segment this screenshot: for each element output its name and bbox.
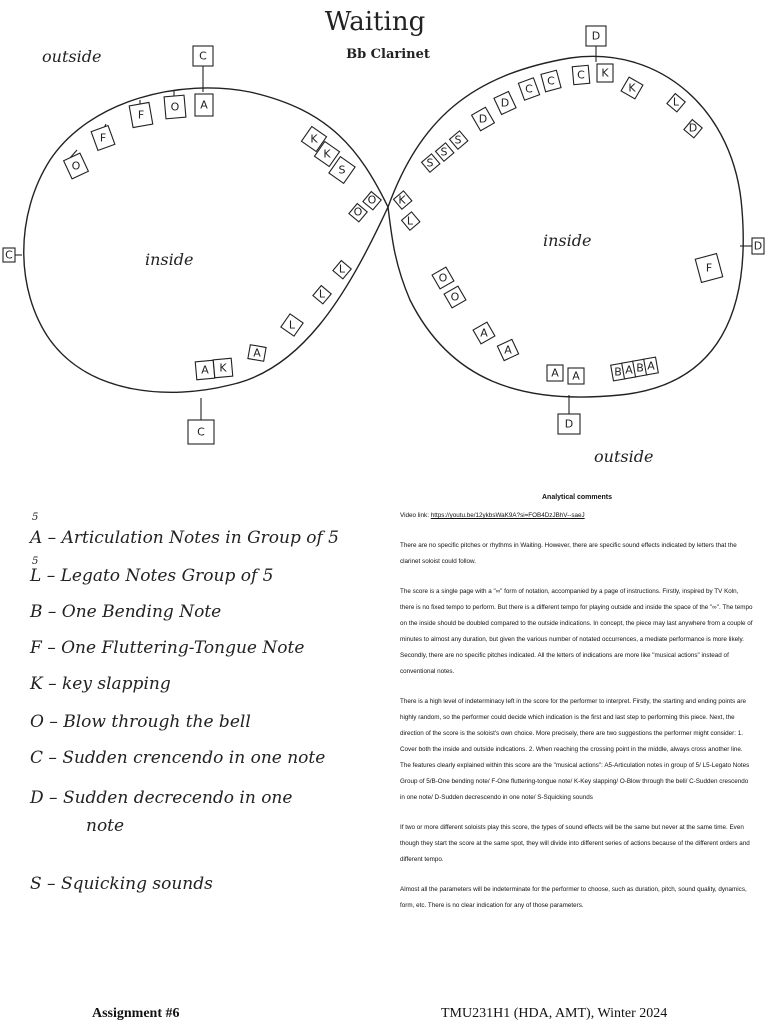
indication-box [473, 322, 495, 344]
inside-label-left: inside [145, 250, 194, 269]
svg-text:D: D [753, 239, 763, 253]
svg-text:A: A [572, 369, 580, 383]
left-loop [24, 88, 388, 392]
svg-text:L: L [672, 95, 680, 109]
indication-box [572, 65, 590, 84]
infinity-score [0, 0, 768, 480]
svg-text:K: K [323, 147, 331, 161]
indication-box [432, 267, 454, 289]
indication-box [621, 77, 643, 99]
svg-text:D: D [500, 96, 510, 110]
svg-text:O: O [170, 100, 180, 114]
indication-box [195, 94, 213, 116]
indication-box [129, 100, 153, 128]
indication-box [568, 368, 584, 384]
svg-text:D: D [478, 112, 488, 126]
comment-paragraph: There are no specific pitches or rhythms in Waiting. However, there are specific sound effects indicated by letters that the clarinet soloist could follow. [400, 542, 737, 565]
legend-item: F – One Fluttering-Tongue Note [30, 638, 305, 658]
indication-box [188, 398, 214, 444]
svg-text:C: C [525, 82, 533, 96]
svg-text:L: L [338, 262, 346, 276]
svg-text:K: K [310, 132, 318, 146]
video-link[interactable]: https://youtu.be/12ykbsWaK9A?si=FOB4DzJBhV--saeJ [430, 512, 585, 519]
comment-paragraph: The score is a single page with a "∞" form of notation, accompanied by a page of instructions. Firstly, inspired by TV Koln, there is no fixed tempo to perform. But there is a different tempo for playing outside and inside the space of the "∞". The tempo on the inside should be doubled compared to the outside indications. In concept, the piece may last anywhere from a couple of minutes to almost any duration, but given the various number of notated occurrences, a mediate performance is more likely. Secondly, there are no specific pitches indicated. All the letters of indications are more like "musical actions" instead of conventional notes. [400, 588, 753, 675]
indication-box [64, 150, 89, 179]
indication-box [213, 358, 233, 378]
svg-text:D: D [564, 417, 574, 431]
svg-text:D: D [688, 121, 698, 135]
indication-box [518, 78, 539, 100]
indication-box [644, 357, 659, 375]
video-link-label: Video link: [400, 512, 429, 519]
legend-item: O – Blow through the bell [30, 712, 251, 732]
legend-item: B – One Bending Note [30, 602, 222, 622]
svg-text:O: O [450, 290, 460, 304]
left-loop-indications [64, 90, 382, 380]
svg-text:A: A [200, 98, 208, 112]
legend-item: note [86, 816, 125, 836]
indication-box [363, 192, 381, 210]
outside-label-top: outside [42, 47, 102, 66]
video-link-line [400, 508, 754, 524]
svg-text:K: K [398, 193, 406, 207]
indication-box [558, 395, 580, 434]
indication-box [422, 154, 440, 172]
indication-box [695, 254, 722, 283]
legend-superscript: 5 [32, 512, 39, 523]
svg-text:L: L [288, 318, 296, 332]
indication-box [436, 143, 454, 161]
analytical-comments [400, 490, 754, 928]
svg-text:C: C [5, 248, 13, 262]
svg-text:O: O [353, 205, 363, 219]
legend-item: C – Sudden crencendo in one note [30, 748, 326, 768]
indication-box [667, 94, 685, 112]
svg-text:S: S [454, 133, 462, 147]
svg-text:O: O [71, 159, 81, 173]
indication-box [450, 131, 468, 149]
indication-box [547, 365, 563, 381]
indication-box [402, 212, 420, 230]
svg-text:K: K [219, 361, 227, 375]
comment-paragraph: There is a high level of indeterminacy left in the score for the performer to interpret. Firstly, the starting and ending points are highly random, so the performer could decide which indication is the first and last step to performing this piece. Next, the direction of the score is the soloist's own choice. More precisely, there are two suggestions the performer might consider: 1. Cover both the inside and outside indications. 2. When reaching the crossing point in the middle, always cross another line. The features clearly explained within this score are the "musical actions": A5-Articulation notes in group of 5/ L5-Legato Notes Group of 5/B-One bending note/ F-One fluttering-tongue note/ K-Key slapping/ O-Blow through the bell/ C-Sudden crescendo in one note/ D-Sudden decrescendo in one note/ S-Squicking sounds [400, 698, 750, 801]
indication-box [444, 286, 466, 308]
right-loop-indications [394, 64, 723, 384]
right-loop [388, 56, 743, 397]
svg-text:A: A [201, 363, 209, 377]
svg-text:F: F [99, 131, 107, 145]
indication-box [281, 314, 303, 336]
svg-text:S: S [338, 163, 346, 177]
indication-box [541, 70, 561, 92]
legend-item: K – key slapping [30, 674, 171, 694]
legend-item: D – Sudden decrecendo in one [30, 788, 293, 808]
svg-text:S: S [440, 145, 448, 159]
svg-text:B: B [636, 361, 644, 375]
comments-heading: Analytical comments [541, 494, 613, 501]
svg-text:O: O [438, 271, 448, 285]
svg-text:K: K [628, 81, 636, 95]
outside-label-bottom: outside [594, 447, 654, 466]
svg-text:L: L [318, 287, 326, 301]
svg-text:K: K [601, 66, 609, 80]
indication-box [494, 91, 516, 114]
legend-item: S – Squicking sounds [30, 874, 213, 894]
course-label: TMU231H1 (HDA, AMT), Winter 2024 [441, 1006, 668, 1021]
svg-text:A: A [253, 346, 261, 360]
comment-paragraph: If two or more different soloists play this score, the types of sound effects will be the same but never at the same time. Even though they start the score at the same spot, they will divide into different series of actions because of the different orders and different tempo. [400, 824, 750, 863]
instrument-label: Bb Clarinet [346, 47, 430, 62]
indication-box [497, 339, 518, 360]
svg-text:A: A [504, 343, 512, 357]
svg-text:B: B [614, 365, 622, 379]
indication-box [472, 107, 495, 131]
svg-text:A: A [480, 326, 488, 340]
indication-box [333, 261, 351, 279]
svg-text:A: A [647, 359, 655, 373]
svg-text:D: D [591, 29, 601, 43]
indication-box [248, 345, 266, 362]
indication-box [164, 90, 186, 119]
score-title: Waiting [324, 7, 426, 37]
svg-text:O: O [367, 193, 377, 207]
indication-box [684, 120, 702, 138]
indication-box [313, 286, 331, 304]
indication-box [91, 124, 115, 150]
svg-text:F: F [137, 108, 145, 122]
inside-label-right: inside [543, 231, 592, 250]
legend-item: L – Legato Notes Group of 5 [30, 566, 274, 586]
outside-indications [3, 26, 764, 444]
svg-text:A: A [551, 366, 559, 380]
svg-text:S: S [426, 156, 434, 170]
indication-box [394, 191, 412, 209]
indication-box [195, 360, 215, 380]
indication-box [597, 64, 613, 82]
svg-text:F: F [705, 261, 713, 275]
indication-box [193, 46, 213, 92]
svg-text:C: C [197, 425, 205, 439]
legend-superscript: 5 [32, 556, 39, 567]
svg-text:C: C [199, 49, 207, 63]
indication-box [3, 248, 22, 262]
comment-paragraph: Almost all the parameters will be indeterminate for the performer to choose, such as duration, pitch, sound quality, dynamics, form, etc. There is no clear indication for any of those parameters. [400, 886, 747, 909]
assignment-label: Assignment #6 [92, 1006, 180, 1021]
svg-text:A: A [625, 363, 633, 377]
svg-text:L: L [406, 214, 414, 228]
svg-text:C: C [577, 68, 585, 82]
indication-box [349, 204, 367, 222]
svg-text:C: C [547, 74, 555, 88]
legend-item: A – Articulation Notes in Group of 5 [30, 528, 339, 548]
